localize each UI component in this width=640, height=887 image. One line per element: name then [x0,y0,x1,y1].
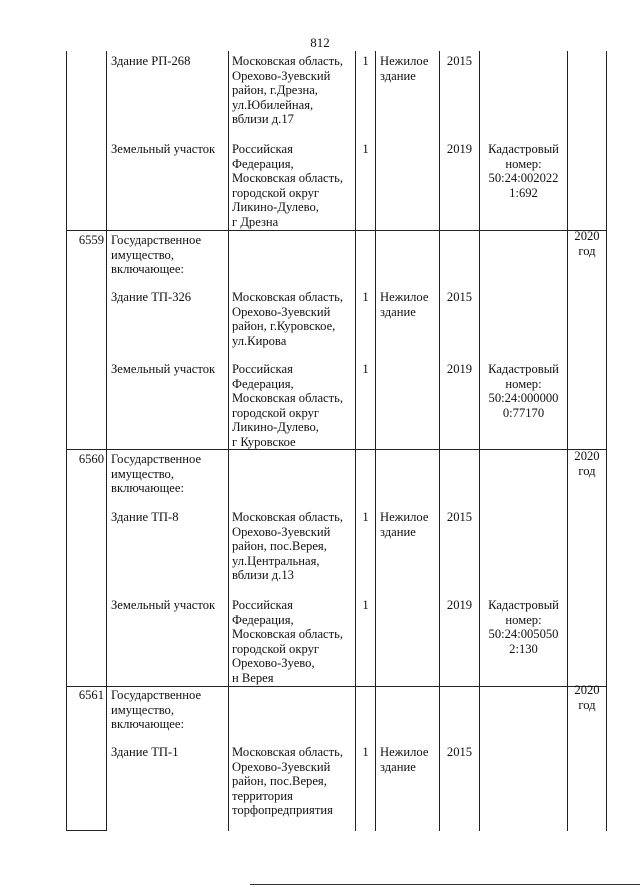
item-qty: 1 [362,142,369,156]
row-period: 2020 год [574,683,600,712]
row-header: Государственное имущество, включающее: [111,233,202,277]
item-name: Здание РП-268 [111,54,191,68]
col-border [439,51,440,831]
item-cadastral: Кадастровый номер: 50:24:005050 2:130 [488,598,559,656]
col-border [228,51,229,831]
item-qty: 1 [362,598,369,612]
row-border [66,830,107,831]
item-name: Земельный участок [111,362,216,376]
item-address: Московская область, Орехово-Зуевский район, г.Дрезна, ул.Юбилейная, вблизи д.17 [232,54,344,127]
item-purpose: Нежилое здание [380,745,429,774]
item-address: Российская Федерация, Московская область, городской округ Орехово-Зуево, н Верея [232,598,344,685]
item-year: 2019 [446,598,473,612]
col-border [375,51,376,831]
item-purpose: Нежилое здание [380,54,429,83]
page-number: 812 [310,35,330,50]
item-qty: 1 [362,745,369,759]
item-address: Московская область, Орехово-Зуевский район, пос.Верея, ул.Центральная, вблизи д.13 [232,510,344,583]
item-address: Российская Федерация, Московская область, городской округ Ликино-Дулево, г Куровское [232,362,344,449]
item-year: 2015 [446,54,473,68]
item-address: Московская область, Орехово-Зуевский район, пос.Верея, территория торфопредприятия [232,745,344,818]
item-name: Здание ТП-326 [111,290,192,304]
item-qty: 1 [362,54,369,68]
item-address: Российская Федерация, Московская область, городской округ Ликино-Дулево, г Дрезна [232,142,344,229]
col-border [606,51,607,831]
item-purpose: Нежилое здание [380,290,429,319]
col-border [66,51,67,831]
item-year: 2015 [446,290,473,304]
item-year: 2015 [446,745,473,759]
item-cadastral: Кадастровый номер: 50:24:000000 0:77170 [488,362,559,420]
item-name: Земельный участок [111,142,216,156]
item-cadastral: Кадастровый номер: 50:24:002022 1:692 [488,142,559,200]
col-border [355,51,356,831]
row-number: 6560 [78,452,104,466]
row-border [66,230,607,231]
scan-artifact-line [250,884,640,885]
row-period: 2020 год [574,449,600,478]
item-address: Московская область, Орехово-Зуевский район, г.Куровское, ул.Кирова [232,290,344,348]
item-qty: 1 [362,290,369,304]
row-number: 6559 [78,233,104,247]
item-name: Здание ТП-8 [111,510,179,524]
item-qty: 1 [362,510,369,524]
item-purpose: Нежилое здание [380,510,429,539]
item-name: Здание ТП-1 [111,745,179,759]
item-year: 2019 [446,142,473,156]
row-border [66,686,607,687]
row-header: Государственное имущество, включающее: [111,452,202,496]
col-border [106,51,107,831]
row-header: Государственное имущество, включающее: [111,688,202,732]
item-name: Земельный участок [111,598,216,612]
row-period: 2020 год [574,229,600,258]
item-year: 2019 [446,362,473,376]
item-year: 2015 [446,510,473,524]
row-number: 6561 [78,688,104,702]
item-qty: 1 [362,362,369,376]
col-border [567,51,568,831]
